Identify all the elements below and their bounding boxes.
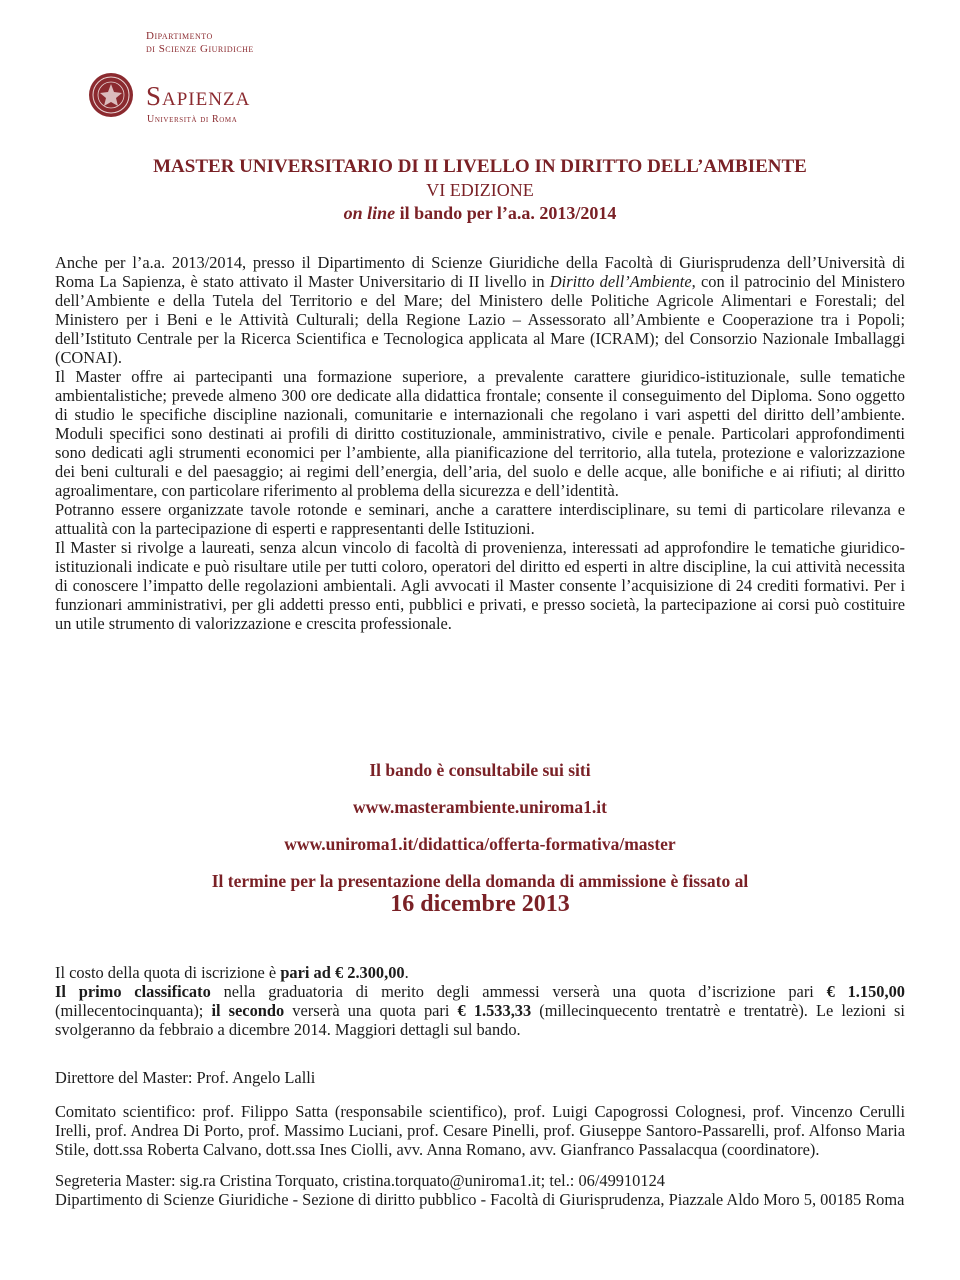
deadline-text: Il termine per la presentazione della domanda di ammissione è fissato al — [211, 871, 749, 891]
footer-section — [55, 1068, 905, 1209]
first-ranked: Il primo classificato — [55, 982, 211, 1001]
address-line: Dipartimento di Scienze Giuridiche - Sezione di diritto pubblico - Facoltà di Giurisprudenza, Piazzale Aldo Moro 5, 00185 Roma — [55, 1190, 905, 1209]
second-amount: € 1.533,33 — [457, 1001, 532, 1020]
discount-text-a: nella graduatoria di merito degli ammessi verserà una quota d’iscrizione pari — [210, 982, 827, 1001]
discount-text-b: (millecentocinquanta); — [55, 1001, 212, 1020]
discount-text-c: verserà una quota pari — [284, 1001, 458, 1020]
university-subtitle: Università di Roma — [147, 114, 238, 125]
cost-line — [55, 963, 905, 982]
department-name — [146, 30, 254, 56]
university-seal-icon — [88, 72, 134, 118]
committee-line: Comitato scientifico: prof. Filippo Satta (responsabile scientifico), prof. Luigi Capogrossi Colognesi, prof. Vincenzo Cerulli Irelli, prof. Andrea Di Porto, prof. Massimo Luciani, prof. Cesare Pinelli, prof. Giuseppe Santoro-Passarelli, prof. Alfonso Maria Stile, dott.ssa Roberta Calvano, dott.ssa Ines Ciolli, avv. Anna Romano, avv. Gianfranco Passalacqua (coordinatore). — [55, 1102, 905, 1159]
links-section — [40, 758, 920, 919]
paragraph-intro-b: , con il patrocinio del Ministero dell’Ambiente e della Tutela del Territorio e del Mare; del Ministero delle Politiche Agricole Alimentari e Forestali; del Ministero per i Beni e le Attività Culturali; della Regione Lazio – Assessorato all’Ambiente e Cooperazione tra i Popoli; dell’Istituto Centrale per la Ricerca Scientifica e Tecnologica applicata al Mare (ICRAM); del Consorzio Nazionale Imballaggi (CONAI). — [55, 272, 905, 367]
paragraph-intro-italic: Diritto dell’Ambiente — [549, 272, 692, 291]
edition-label: VI EDIZIONE — [426, 180, 534, 200]
discount-text-d: (millecinquecento trentatrè e trentatrè). Le lezioni si svolgeranno da febbraio a dicembre 2014. Maggiori dettagli sul bando. — [55, 1001, 905, 1039]
cost-text: Il costo della quota di iscrizione è — [55, 963, 281, 982]
title-block — [40, 155, 920, 225]
online-italic: on line — [343, 203, 396, 223]
university-name: Sapienza — [146, 81, 251, 111]
spacer — [55, 1159, 905, 1171]
paragraph-seminars: Potranno essere organizzate tavole rotonde e seminari, anche a carattere interdisciplinare, su temi di particolare rilevanza e attualità con la partecipazione di esperti e rappresentanti delle Istituzioni. — [55, 500, 905, 538]
spacer — [55, 1087, 905, 1102]
description-body — [55, 253, 905, 633]
site-link-2[interactable]: www.uniroma1.it/didattica/offerta-formativa/master — [284, 834, 676, 854]
department-line-1: Dipartimento — [146, 30, 213, 42]
paragraph-intro-a: Anche per l’a.a. 2013/2014, presso il Dipartimento di Scienze Giuridiche della Facoltà di Giurisprudenza dell’Università di Roma La Sapienza, è stato attivato il Master Universitario di II livello in — [55, 253, 905, 291]
links-intro: Il bando è consultabile sui siti — [369, 760, 591, 780]
deadline-date: 16 dicembre 2013 — [390, 891, 570, 917]
online-notice — [40, 201, 920, 225]
cost-end: . — [404, 963, 409, 982]
cost-section — [55, 963, 905, 1039]
paragraph-audience: Il Master si rivolge a laureati, senza alcun vincolo di facoltà di provenienza, interessati ad approfondire le tematiche giuridico-istituzionali indicate e può risultare utile per tutti coloro, operatori del diritto ed esperti in altre discipline, la cui attività necessita di conoscere l’impatto delle regolazioni ambientali. Agli avvocati il Master consente l’acquisizione di 24 crediti formativi. Per i funzionari amministrativi, per gli addetti presso enti, pubblici e privati, e presso società, la partecipazione ai corsi può costituire un utile strumento di valorizzazione e crescita professionale. — [55, 538, 905, 633]
cost-amount: pari ad € 2.300,00 — [280, 963, 405, 982]
paragraph-intro — [55, 253, 905, 367]
first-amount: € 1.150,00 — [826, 982, 905, 1001]
cost-discounts — [55, 982, 905, 1039]
online-rest: il bando per l’a.a. 2013/2014 — [395, 203, 617, 223]
director-line: Direttore del Master: Prof. Angelo Lalli — [55, 1068, 316, 1087]
secretariat-line: Segreteria Master: sig.ra Cristina Torquato, cristina.torquato@uniroma1.it; tel.: 06/49910124 — [55, 1171, 665, 1190]
second-ranked: il secondo — [211, 1001, 285, 1020]
letterhead — [88, 30, 388, 130]
master-title: MASTER UNIVERSITARIO DI II LIVELLO IN DIRITTO DELL’AMBIENTE — [153, 156, 807, 177]
site-link-1[interactable]: www.masterambiente.uniroma1.it — [353, 797, 607, 817]
department-line-2: di Scienze Giuridiche — [146, 43, 254, 55]
paragraph-program: Il Master offre ai partecipanti una formazione superiore, a prevalente carattere giuridico-istituzionale, sulle tematiche ambientalistiche; prevede almeno 300 ore dedicate alla didattica frontale; consente il conseguimento del Diploma. Sono oggetto di studio le specifiche discipline nazionali, comunitarie e internazionali che regolano i vari aspetti del diritto dell’ambiente. Moduli specifici sono destinati ai profili di diritto costituzionale, amministrativo, civile e penale. Particolari approfondimenti sono dedicati agli strumenti economici per l’ambiente, alla pianificazione del territorio, alla tutela, protezione e valorizzazione dei beni culturali e del paesaggio; ai regimi dell’energia, dell’aria, del suolo e delle acque, alle bonifiche e ai rifiuti; al diritto agroalimentare, con particolare riferimento al problema della sicurezza e dell’identità. — [55, 367, 905, 500]
